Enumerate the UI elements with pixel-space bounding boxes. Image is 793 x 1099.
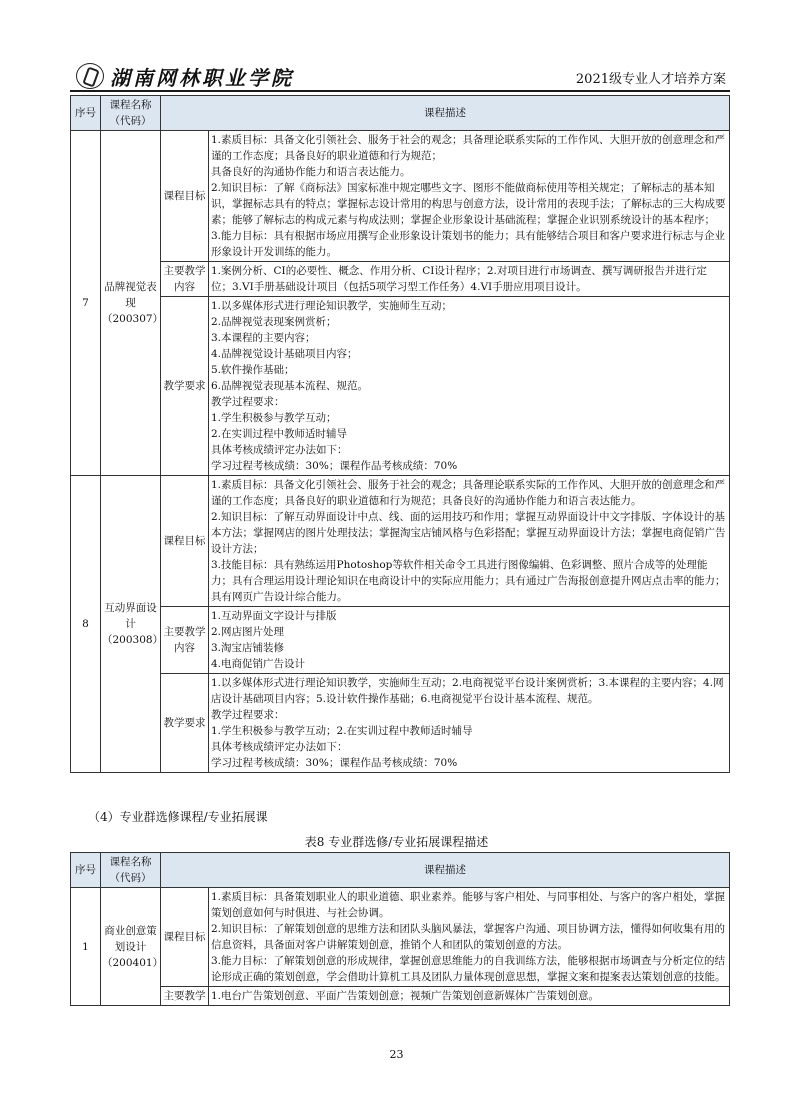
- section-content: [209, 888, 730, 987]
- content-line: 4.品牌视觉设计基础项目内容；: [211, 348, 358, 360]
- plan-title: 2021级专业人才培养方案: [575, 72, 726, 87]
- course-name: 品牌视觉表现（200307）: [101, 131, 161, 476]
- table-header-row: [71, 96, 730, 131]
- section-content: [209, 987, 730, 1006]
- content-line: 1.案例分析、CI的必要性、概念、作用分析、CI设计程序；2.对项目进行市场调查、撰写调研报告并进行定位；3.VI手册基础设计项目（包括5项学习型工作任务）4.VI手册应用项目设计。: [211, 265, 707, 293]
- row-number: 7: [71, 131, 101, 476]
- table-row: [71, 607, 730, 674]
- school-name: 湖南网林职业学院: [110, 66, 294, 90]
- content-line: 3.本课程的主要内容；: [211, 332, 316, 344]
- table-row: [71, 674, 730, 773]
- content-line: 1.互动界面文字设计与排版: [211, 610, 337, 622]
- section-label: 主要教学内容: [161, 607, 209, 674]
- section-title: （4）专业群选修课程/专业拓展课: [88, 810, 268, 824]
- header-name: 课程名称（代码）: [101, 853, 161, 888]
- content-line: 2.知识目标：了解互动界面设计中点、线、面的运用技巧和作用；掌握互动界面设计中文字排版、字体设计的基本方法；掌握网店的图片处理技法；掌握淘宝店铺风格与色彩搭配；掌握互动界面设计方法；掌握电商促销广告设计方法；: [211, 511, 726, 555]
- section-content: [209, 476, 730, 607]
- content-line: 3.能力目标：具有根据市场应用撰写企业形象设计策划书的能力；具有能够结合项目和客户要求进行标志与企业形象设计开发训练的能力。: [211, 230, 726, 258]
- table-row: [71, 131, 730, 262]
- school-logo-icon: [76, 63, 104, 89]
- content-line: 1.素质目标：具备文化引领社会、服务于社会的观念；具备理论联系实际的工作作风、大胆开放的创意理念和严谨的工作态度；具备良好的职业道德和行为规范；具备良好的沟通协作能力和语言表达能力。: [211, 479, 726, 507]
- content-line: 1.以多媒体形式进行理论知识教学，实施师生互动；2.电商视觉平台设计案例赏析；3.本课程的主要内容；4.网店设计基础项目内容；5.设计软件操作基础；6.电商视觉平台设计基本流程、规范。: [211, 677, 724, 705]
- section-content: [209, 131, 730, 262]
- header-no: 序号: [71, 853, 101, 888]
- course-table-7: [70, 95, 730, 773]
- header-name: 课程名称（代码）: [101, 96, 161, 131]
- table-row: [71, 476, 730, 607]
- content-line: 2.品牌视觉表现案例赏析；: [211, 316, 337, 328]
- table-row: [71, 987, 730, 1006]
- content-line: 2.在实训过程中教师适时辅导: [211, 428, 348, 440]
- content-line: 1.学生积极参与教学互动；2.在实训过程中教师适时辅导: [211, 725, 473, 737]
- page-header: [70, 60, 730, 92]
- content-line: 具备良好的沟通协作能力和语言表达能力。: [211, 166, 411, 178]
- content-line: 3.能力目标：了解策划创意的形成规律，掌握创意思维能力的自我训练方法，能够根据市场调查与分析定位的结论形成正确的策划创意，学会借助计算机工具及团队力量体现创意思想，掌握文案和提案表达策划创意的技能。: [211, 955, 726, 983]
- course-name: 互动界面设计（200308）: [101, 476, 161, 773]
- section-label: 主要教学: [161, 987, 209, 1006]
- header-desc: 课程描述: [161, 853, 730, 888]
- content-line: 2.网店图片处理: [211, 626, 285, 638]
- row-number: 8: [71, 476, 101, 773]
- section-label: 课程目标: [161, 888, 209, 987]
- table-row: [71, 297, 730, 476]
- section-label: 教学要求: [161, 674, 209, 773]
- content-line: 1.学生积极参与教学互动；: [211, 412, 337, 424]
- content-line: 6.品牌视觉表现基本流程、规范。: [211, 380, 369, 392]
- content-line: 3.淘宝店铺装修: [211, 642, 285, 654]
- table-row: [71, 888, 730, 987]
- content-line: 1.素质目标：具备文化引领社会、服务于社会的观念；具备理论联系实际的工作作风、大胆开放的创意理念和严谨的工作态度；具备良好的职业道德和行为规范；: [211, 134, 726, 162]
- header-desc: 课程描述: [161, 96, 730, 131]
- content-line: 具体考核成绩评定办法如下：: [211, 444, 348, 456]
- content-line: 具体考核成绩评定办法如下：: [211, 741, 348, 753]
- table-row: [71, 262, 730, 297]
- section-content: [209, 607, 730, 674]
- table-header-row: [71, 853, 730, 888]
- content-line: 1.以多媒体形式进行理论知识教学，实施师生互动；: [211, 300, 453, 312]
- section-label: 主要教学内容: [161, 262, 209, 297]
- header-no: 序号: [71, 96, 101, 131]
- page-number: 23: [389, 1048, 404, 1061]
- content-line: 学习过程考核成绩：30%；课程作品考核成绩：70%: [211, 757, 458, 769]
- table-caption: 表8 专业群选修/专业拓展课程描述: [304, 835, 489, 849]
- row-number: 1: [71, 888, 101, 1006]
- section-label: 教学要求: [161, 297, 209, 476]
- content-line: 5.软件操作基础；: [211, 364, 295, 376]
- content-line: 2.知识目标：了解策划创意的思维方法和团队头脑风暴法，掌握客户沟通、项目协调方法，懂得如何收集有用的信息资料，具备面对客户讲解策划创意，推销个人和团队的策划创意的方法。: [211, 923, 726, 951]
- section-label: 课程目标: [161, 131, 209, 262]
- section-content: [209, 262, 730, 297]
- course-name: 商业创意策划设计（200401）: [101, 888, 161, 1006]
- section-content: [209, 674, 730, 773]
- course-table-8: [70, 852, 730, 1006]
- content-line: 教学过程要求：: [211, 709, 285, 721]
- content-line: 4.电商促销广告设计: [211, 658, 306, 670]
- section-content: [209, 297, 730, 476]
- content-line: 1.电台广告策划创意、平面广告策划创意；视频广告策划创意新媒体广告策划创意。: [211, 990, 600, 1002]
- content-line: 教学过程要求：: [211, 396, 285, 408]
- section-label: 课程目标: [161, 476, 209, 607]
- content-line: 学习过程考核成绩：30%；课程作品考核成绩：70%: [211, 460, 458, 472]
- content-line: 3.技能目标：具有熟练运用Photoshop等软件相关命令工具进行图像编辑、色彩调整、照片合成等的处理能力；具有合理运用设计理论知识在电商设计中的实际应用能力；具有通过广告海报创意提升网店点击率的能力；具有网页广告设计综合能力。: [211, 559, 726, 603]
- content-line: 2.知识目标：了解《商标法》国家标准中规定哪些文字、图形不能做商标使用等相关规定；了解标志的基本知识，掌握标志具有的特点；掌握标志设计常用的构思与创意方法，设计常用的表现手法；了解标志的三大构成要素；能够了解标志的构成元素与构成法则；掌握企业形象设计基础流程；掌握企业识别系统设计的基本程序；: [211, 182, 726, 226]
- content-line: 1.素质目标：具备策划职业人的职业道德、职业素养。能够与客户相处、与同事相处、与客户的客户相处，掌握策划创意如何与时俱进、与社会协调。: [211, 891, 726, 919]
